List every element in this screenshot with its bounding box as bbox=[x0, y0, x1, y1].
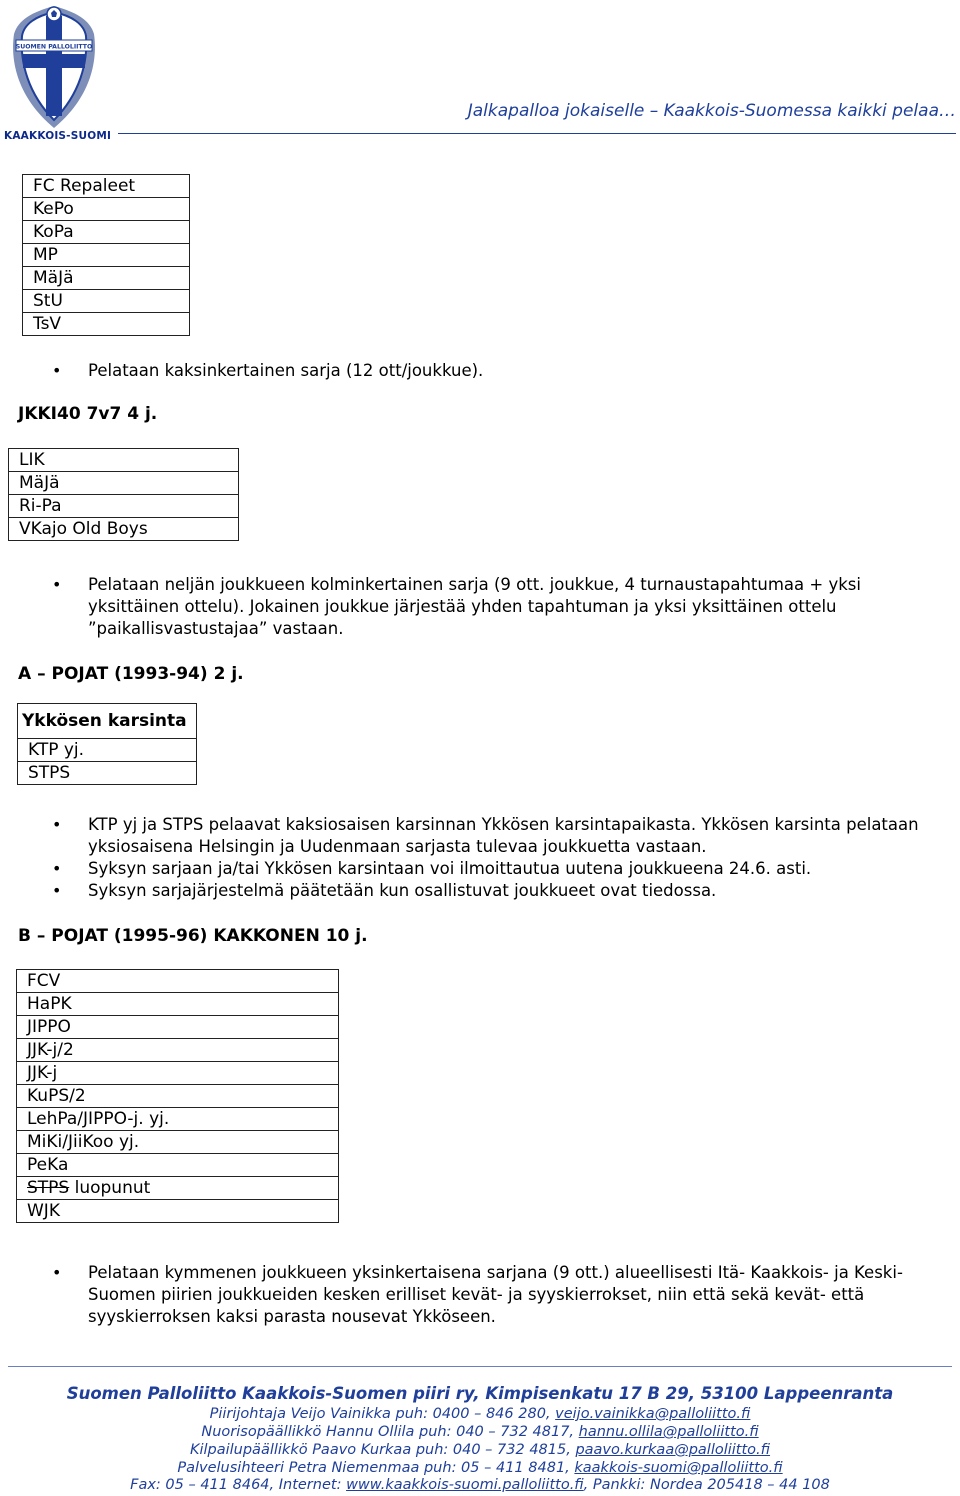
table-header: Ykkösen karsinta bbox=[18, 704, 197, 739]
table-row bbox=[18, 762, 197, 785]
header-divider bbox=[118, 133, 956, 134]
team-cell: JJK-j/2 bbox=[17, 1039, 339, 1062]
table-row bbox=[23, 221, 190, 244]
header-tagline: Jalkapalloa jokaiselle – Kaakkois-Suomessa kaikki pelaa… bbox=[467, 101, 956, 121]
bullet-list-1 bbox=[22, 360, 922, 382]
table-row bbox=[17, 1154, 339, 1177]
table-row bbox=[17, 1200, 339, 1223]
team-cell: MP bbox=[23, 244, 190, 267]
team-cell: STPS bbox=[18, 762, 197, 785]
contact-text: Fax: 05 – 411 8464, Internet: bbox=[130, 1477, 347, 1493]
table-row bbox=[9, 449, 239, 472]
team-cell: JJK-j bbox=[17, 1062, 339, 1085]
contact-text: Nuorisopäällikkö Hannu Ollila puh: 040 – 732 4817, bbox=[201, 1424, 579, 1440]
team-cell: MäJä bbox=[23, 267, 190, 290]
email-link[interactable]: kaakkois-suomi@palloliitto.fi bbox=[574, 1460, 783, 1476]
team-cell: KTP yj. bbox=[18, 739, 197, 762]
table-row bbox=[9, 472, 239, 495]
team-cell bbox=[17, 1177, 339, 1200]
footer-divider bbox=[8, 1366, 952, 1367]
team-cell: VKajo Old Boys bbox=[9, 518, 239, 541]
table-row bbox=[23, 198, 190, 221]
table-row bbox=[9, 495, 239, 518]
list-item: • Pelataan kaksinkertainen sarja (12 ott/joukkue). bbox=[22, 360, 922, 382]
section-heading-jkki40: JKKI40 7v7 4 j. bbox=[18, 404, 158, 424]
table-row bbox=[17, 1085, 339, 1108]
team-cell: FC Repaleet bbox=[23, 175, 190, 198]
team-cell: WJK bbox=[17, 1200, 339, 1223]
contact-text: Piirijohtaja Veijo Vainikka puh: 0400 – 846 280, bbox=[209, 1406, 556, 1422]
footer-org: Suomen Palloliitto Kaakkois-Suomen piiri ry, Kimpisenkatu 17 B 29, 53100 Lappeenranta bbox=[66, 1384, 894, 1403]
logo-text: SUOMEN PALLOLIITTO bbox=[15, 43, 93, 51]
contact-text: Kilpailupäällikkö Paavo Kurkaa puh: 040 – 732 4815, bbox=[189, 1442, 576, 1458]
table-row bbox=[23, 313, 190, 336]
struck-note: luopunut bbox=[69, 1178, 151, 1198]
team-cell: LehPa/JIPPO-j. yj. bbox=[17, 1108, 339, 1131]
table-row bbox=[17, 1108, 339, 1131]
list-item: • Pelataan kymmenen joukkueen yksinkertaisena sarjana (9 ott.) alueellisesti Itä- Kaakkois- ja Keski-Suomen piirien joukkueiden kesken erilliset kevät- ja syyskierrokset, niin että sekä kevät- että syyskierroksen kaksi parasta nousevat Ykköseen. bbox=[22, 1262, 960, 1328]
team-table-4 bbox=[16, 969, 339, 1223]
list-item: • Pelataan neljän joukkueen kolminkertainen sarja (9 ott. joukkue, 4 turnaustapahtumaa + yksi yksittäinen ottelu). Jokainen joukkue järjestää yhden tapahtuman ja yksi yksittäinen ottelu ”paikallisvastustajaa” vastaan. bbox=[22, 574, 942, 640]
website-link[interactable]: www.kaakkois-suomi.palloliitto.fi bbox=[346, 1477, 584, 1493]
table-row bbox=[23, 290, 190, 313]
struck-team: STPS bbox=[27, 1178, 70, 1198]
section-heading-b-pojat: B – POJAT (1995-96) KAKKONEN 10 j. bbox=[18, 926, 368, 946]
list-item: • KTP yj ja STPS pelaavat kaksiosaisen karsinnan Ykkösen karsintapaikasta. Ykkösen karsinta pelataan yksiosaisena Helsingin ja Uudenmaan sarjasta tulevaa joukkuetta vastaan. bbox=[22, 814, 942, 858]
bullet-list-4 bbox=[22, 1262, 960, 1328]
team-table-3 bbox=[17, 703, 197, 785]
table-row bbox=[17, 1016, 339, 1039]
team-cell: HaPK bbox=[17, 993, 339, 1016]
palloliitto-logo bbox=[2, 2, 106, 144]
table-row bbox=[23, 267, 190, 290]
footer-contact-5 bbox=[0, 1477, 960, 1493]
table-row bbox=[23, 175, 190, 198]
footer-contact-2 bbox=[0, 1424, 960, 1440]
email-link[interactable]: paavo.kurkaa@palloliitto.fi bbox=[575, 1442, 771, 1458]
team-table-1 bbox=[22, 174, 190, 336]
footer-contact-1 bbox=[0, 1406, 960, 1422]
team-cell: LIK bbox=[9, 449, 239, 472]
table-row bbox=[17, 1177, 339, 1200]
table-row bbox=[18, 739, 197, 762]
team-cell: TsV bbox=[23, 313, 190, 336]
team-cell: KoPa bbox=[23, 221, 190, 244]
brand-text: KAAKKOIS-SUOMI bbox=[4, 130, 112, 142]
email-link[interactable]: hannu.ollila@palloliitto.fi bbox=[578, 1424, 759, 1440]
list-item: • Syksyn sarjaan ja/tai Ykkösen karsintaan voi ilmoittautua uutena joukkueena 24.6. asti. bbox=[22, 858, 942, 880]
footer-contact-4 bbox=[0, 1460, 960, 1476]
team-cell: MäJä bbox=[9, 472, 239, 495]
table-row bbox=[17, 1131, 339, 1154]
team-cell: MiKi/JiiKoo yj. bbox=[17, 1131, 339, 1154]
table-row bbox=[17, 1039, 339, 1062]
table-row bbox=[9, 518, 239, 541]
team-cell: FCV bbox=[17, 970, 339, 993]
table-row bbox=[17, 1062, 339, 1085]
team-cell: Ri-Pa bbox=[9, 495, 239, 518]
email-link[interactable]: veijo.vainikka@palloliitto.fi bbox=[555, 1406, 751, 1422]
team-table-2 bbox=[8, 448, 239, 541]
table-row bbox=[23, 244, 190, 267]
team-cell: KePo bbox=[23, 198, 190, 221]
footer-contact-3 bbox=[0, 1442, 960, 1458]
contact-text: , Pankki: Nordea 205418 – 44 108 bbox=[583, 1477, 830, 1493]
table-row bbox=[17, 970, 339, 993]
bullet-list-3 bbox=[22, 814, 942, 902]
team-cell: PeKa bbox=[17, 1154, 339, 1177]
list-item: • Syksyn sarjajärjestelmä päätetään kun osallistuvat joukkueet ovat tiedossa. bbox=[22, 880, 942, 902]
contact-text: Palvelusihteeri Petra Niemenmaa puh: 05 – 411 8481, bbox=[177, 1460, 575, 1476]
team-cell: JIPPO bbox=[17, 1016, 339, 1039]
bullet-list-2 bbox=[22, 574, 942, 640]
team-cell: KuPS/2 bbox=[17, 1085, 339, 1108]
table-row bbox=[17, 993, 339, 1016]
team-cell: StU bbox=[23, 290, 190, 313]
section-heading-a-pojat: A – POJAT (1993-94) 2 j. bbox=[18, 664, 244, 684]
